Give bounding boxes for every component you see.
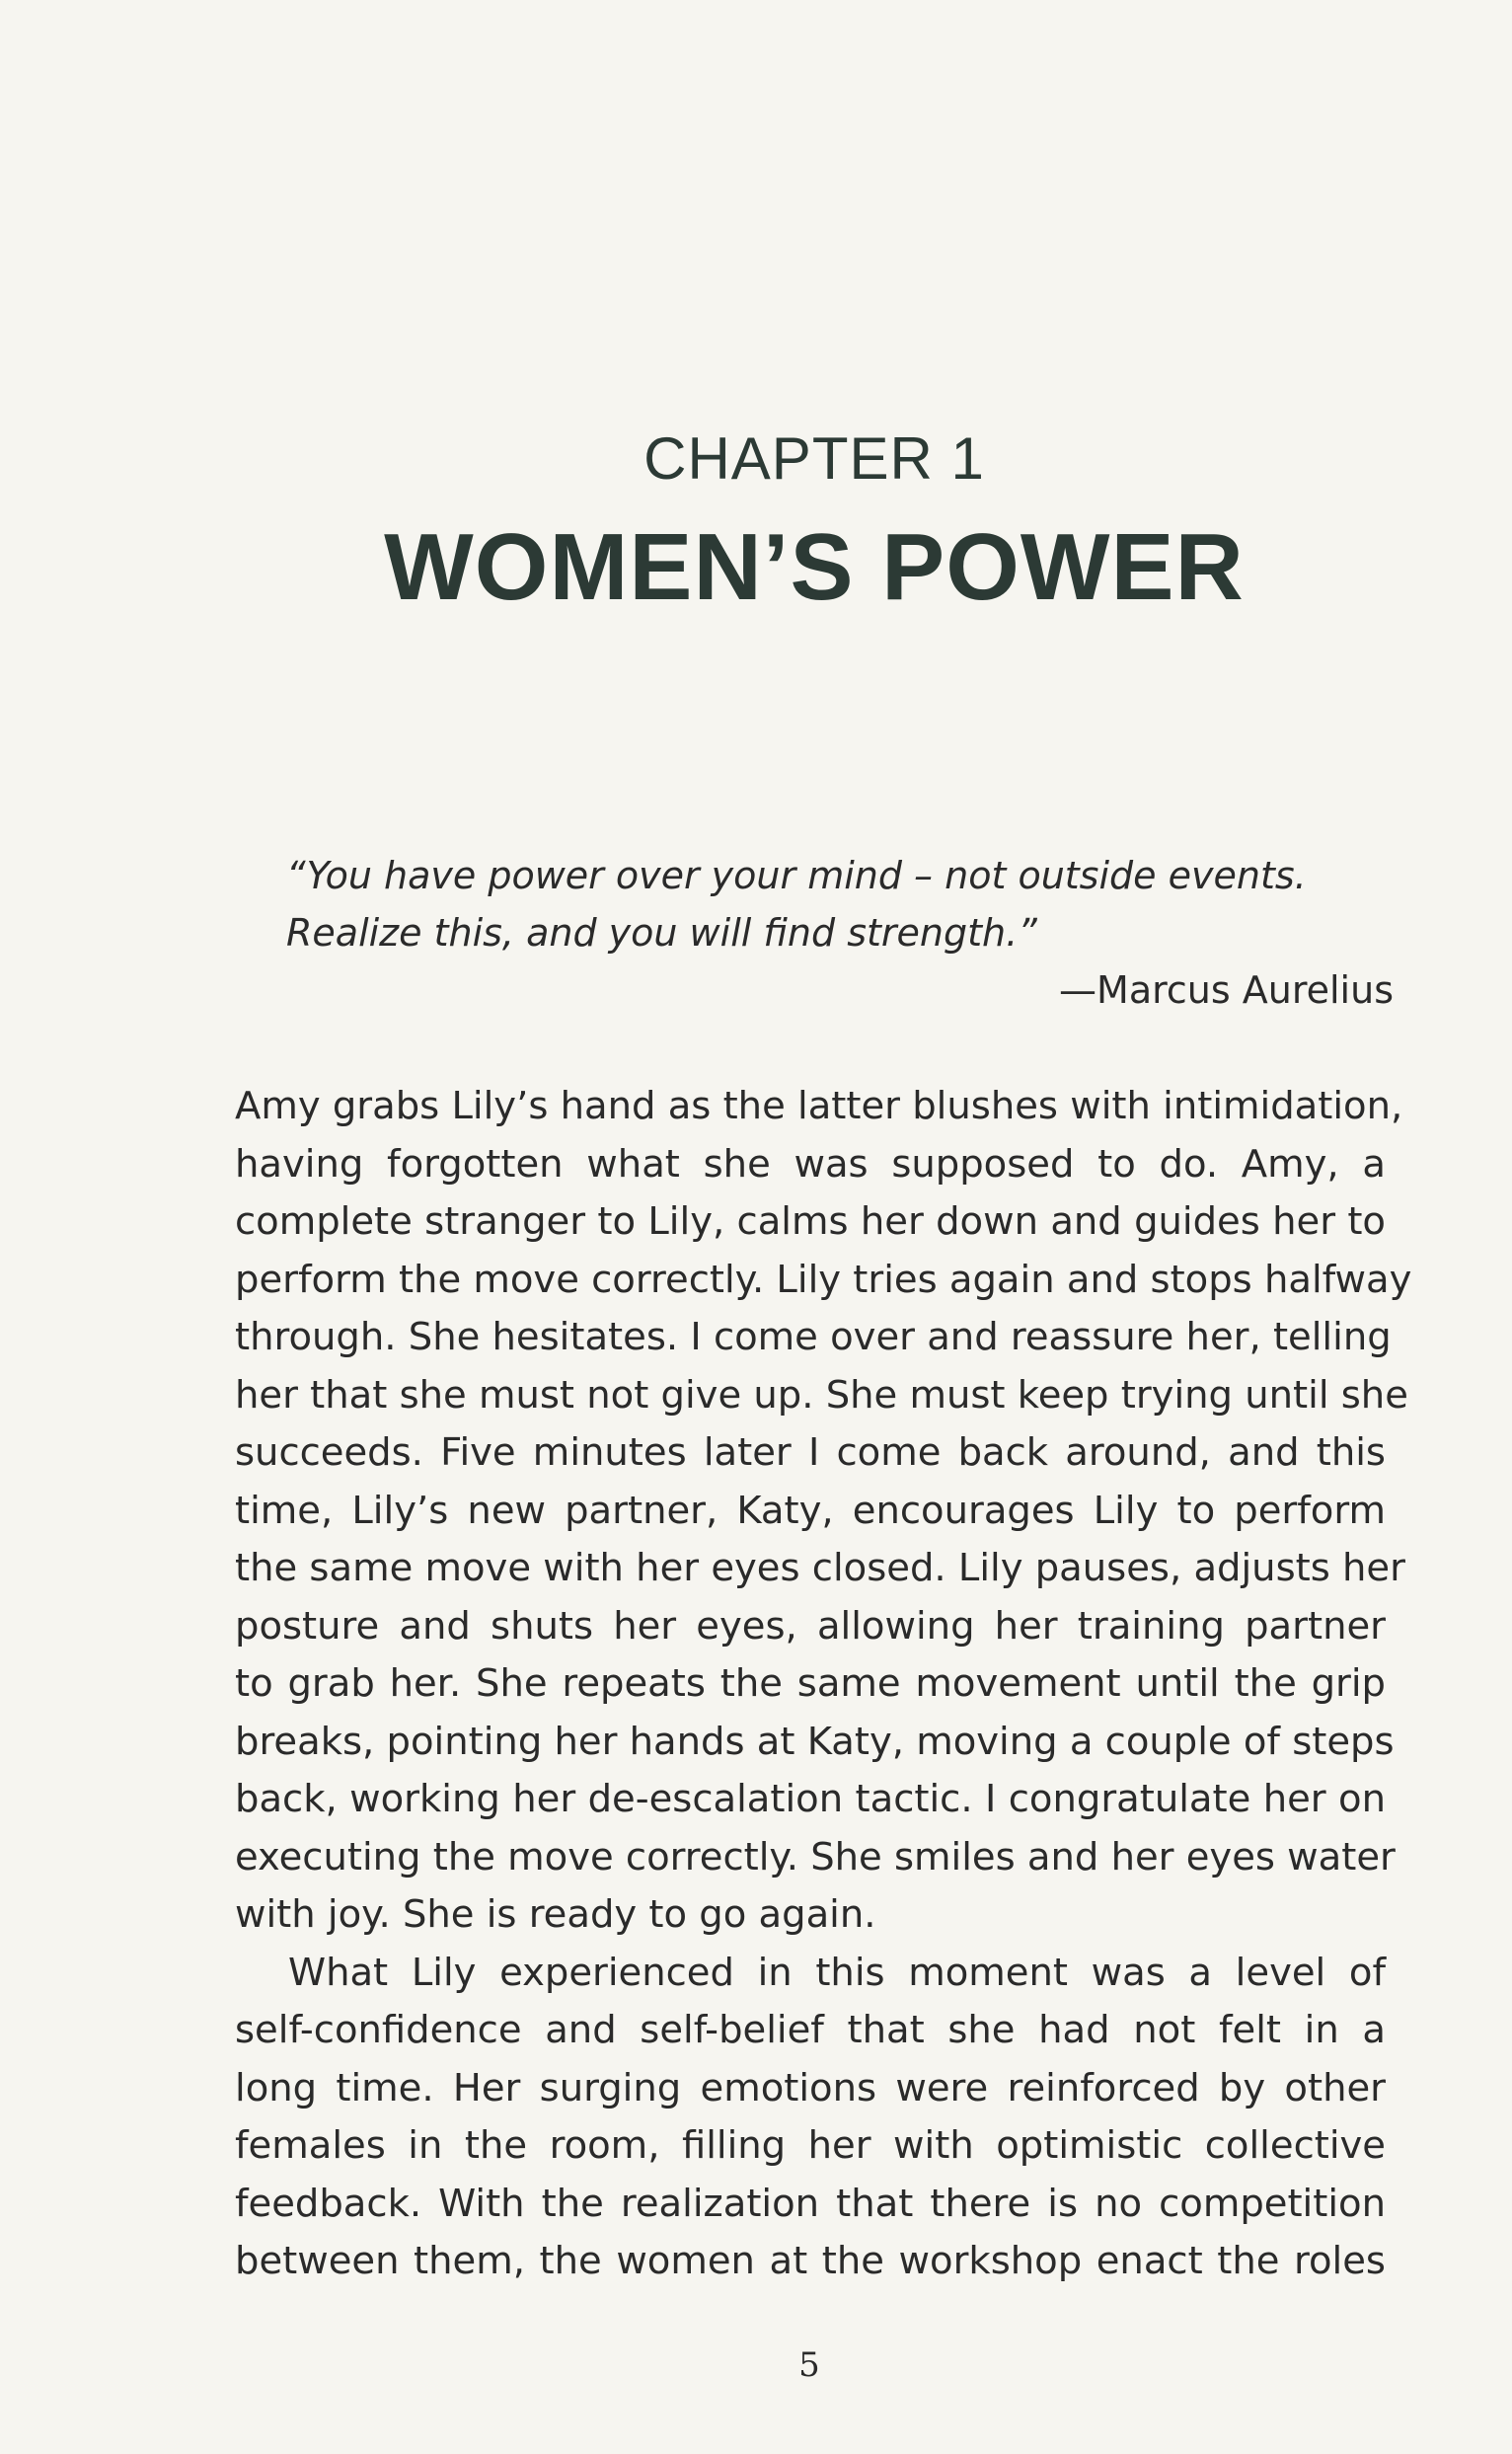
paragraph-1-line: with joy. She is ready to go again. (235, 1892, 876, 1937)
paragraph-2-line: What Lily experienced in this moment was a level of (288, 1950, 1386, 1995)
paragraph-1-line: to grab her. She repeats the same movement until the grip (235, 1661, 1386, 1706)
chapter-label: CHAPTER 1 (643, 425, 985, 492)
paragraph-1-line: time, Lily’s new partner, Katy, encourages Lily to perform (235, 1488, 1386, 1533)
paragraph-1-line: the same move with her eyes closed. Lily pauses, adjusts her (235, 1546, 1405, 1590)
page-number: 5 (798, 2345, 820, 2385)
paragraph-2-line: long time. Her surging emotions were reinforced by other (235, 2065, 1386, 2110)
paragraph-2-line: self-confidence and self-belief that she had not felt in a (235, 2008, 1386, 2052)
paragraph-1-line: Amy grabs Lily’s hand as the latter blushes with intimidation, (235, 1084, 1403, 1128)
chapter-title: WOMEN’S POWER (384, 514, 1245, 620)
paragraph-1-line: executing the move correctly. She smiles and her eyes water (235, 1834, 1396, 1879)
paragraph-2-line: between them, the women at the workshop enact the roles (235, 2239, 1386, 2283)
epigraph-quote-line: “You have power over your mind – not outside events. (286, 854, 1307, 897)
paragraph-1-line: having forgotten what she was supposed to do. Amy, a (235, 1141, 1386, 1187)
paragraph-1-line: perform the move correctly. Lily tries again and stops halfway (235, 1257, 1412, 1302)
epigraph-quote-line: Realize this, and you will find strength.” (286, 911, 1037, 955)
paragraph-1-line: her that she must not give up. She must keep trying until she (235, 1372, 1408, 1418)
body-text (235, 1078, 1412, 2291)
paragraph-1-line: back, working her de-escalation tactic. I congratulate her on (235, 1777, 1386, 1821)
paragraph-1-line: complete stranger to Lily, calms her down and guides her to (235, 1199, 1386, 1244)
paragraph-1-line: posture and shuts her eyes, allowing her training partner (235, 1603, 1386, 1649)
paragraph-1-line: through. She hesitates. I come over and reassure her, telling (235, 1315, 1392, 1359)
paragraph-2-line: females in the room, filling her with optimistic collective (235, 2123, 1386, 2168)
epigraph (286, 847, 1392, 1019)
epigraph-attribution: —Marcus Aurelius (1059, 968, 1394, 1012)
paragraph-2-line: feedback. With the realization that there is no competition (235, 2181, 1386, 2226)
paragraph-1-line: succeeds. Five minutes later I come back around, and this (235, 1430, 1386, 1475)
paragraph-1-line: breaks, pointing her hands at Katy, moving a couple of steps (235, 1719, 1395, 1764)
